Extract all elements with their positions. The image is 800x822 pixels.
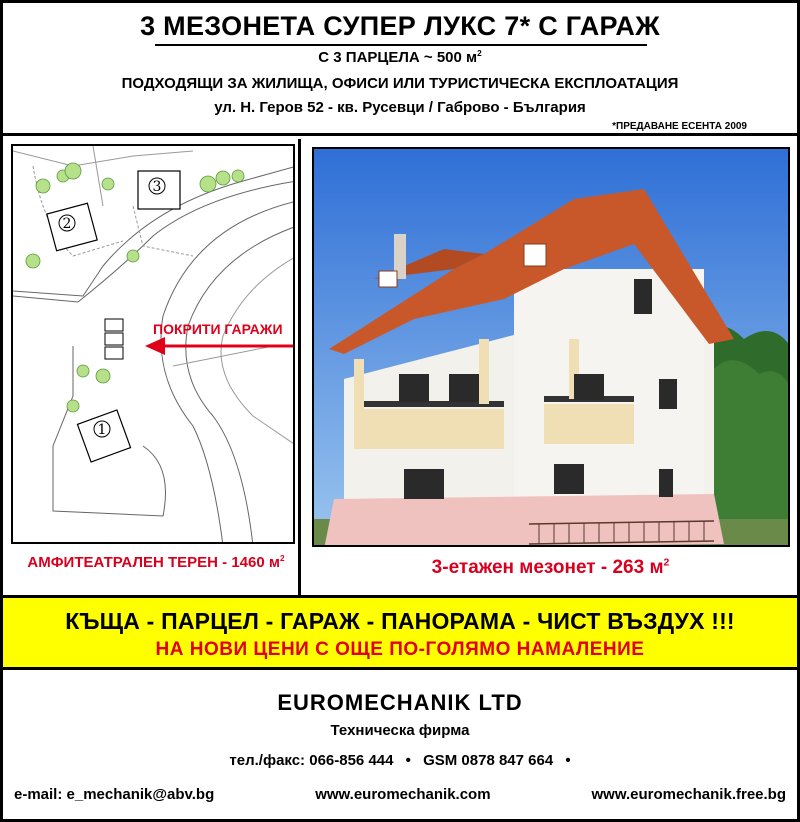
house-illustration: [314, 149, 790, 547]
bullet-separator-1: •: [405, 752, 411, 769]
maisonette-caption-text: 3-етажен мезонет - 263 м: [431, 557, 664, 578]
page-title: [3, 11, 797, 42]
gsm-number: GSM 0878 847 664: [423, 752, 554, 769]
address: ул. Н. Геров 52 - кв. Русевци / Габрово - България: [214, 99, 586, 116]
delivery-note: *ПРЕДАВАНЕ ЕСЕНТА 2009: [612, 121, 747, 132]
house-photo-panel: [304, 139, 797, 595]
subtitle-plots: [3, 49, 797, 66]
terrain-caption-text: АМФИТЕАТРАЛЕН ТЕРЕН - 1460 м: [27, 554, 280, 571]
website-link-2[interactable]: www.euromechanik.free.bg: [591, 786, 786, 803]
maisonette-caption-sup: 2: [663, 557, 670, 569]
site-plan-panel: [3, 139, 301, 595]
company-name: EUROMECHANIK LTD: [277, 690, 523, 715]
house-photo: [312, 147, 790, 547]
garage-arrow: [145, 337, 295, 355]
title-text: 3 МЕЗОНЕТА СУПЕР ЛУКС 7* С ГАРАЖ: [140, 11, 660, 41]
contact-links: [14, 786, 786, 803]
promo-line-2: НА НОВИ ЦЕНИ С ОЩЕ ПО-ГОЛЯМО НАМАЛЕНИЕ: [155, 639, 645, 660]
lot-number-2: 2: [62, 216, 72, 232]
lot-number-3: 3: [152, 179, 162, 195]
header: [3, 3, 797, 136]
maisonette-caption: [304, 557, 797, 579]
subtitle-plots-sup: 2: [477, 49, 482, 58]
bullet-separator-2: •: [565, 752, 571, 769]
site-plan-drawing: [13, 146, 295, 544]
promo-line-1: КЪЩА - ПАРЦЕЛ - ГАРАЖ - ПАНОРАМА - ЧИСТ ВЪЗДУХ !!!: [65, 608, 735, 634]
site-plan-image: [11, 144, 295, 544]
promo-banner: [3, 595, 797, 670]
subtitle-plots-text: С 3 ПАРЦЕЛА ~ 500 м: [318, 49, 478, 66]
company-subtitle: Техническа фирма: [330, 722, 470, 739]
contact-phones: [0, 752, 800, 769]
garage-block: [105, 319, 123, 359]
covered-garages-label: ПОКРИТИ ГАРАЖИ: [153, 321, 283, 337]
lot-number-1: 1: [97, 422, 107, 438]
subtitle-usage: ПОДХОДЯЩИ ЗА ЖИЛИЩА, ОФИСИ ИЛИ ТУРИСТИЧЕСКА ЕКСПЛОАТАЦИЯ: [121, 75, 679, 92]
phone-fax: тел./факс: 066-856 444: [229, 752, 394, 769]
email-link[interactable]: e-mail: e_mechanik@abv.bg: [14, 786, 215, 803]
title-underline: [155, 44, 647, 46]
terrain-caption: [11, 554, 301, 571]
terrain-caption-sup: 2: [279, 554, 285, 563]
website-link-1[interactable]: www.euromechanik.com: [315, 786, 491, 803]
